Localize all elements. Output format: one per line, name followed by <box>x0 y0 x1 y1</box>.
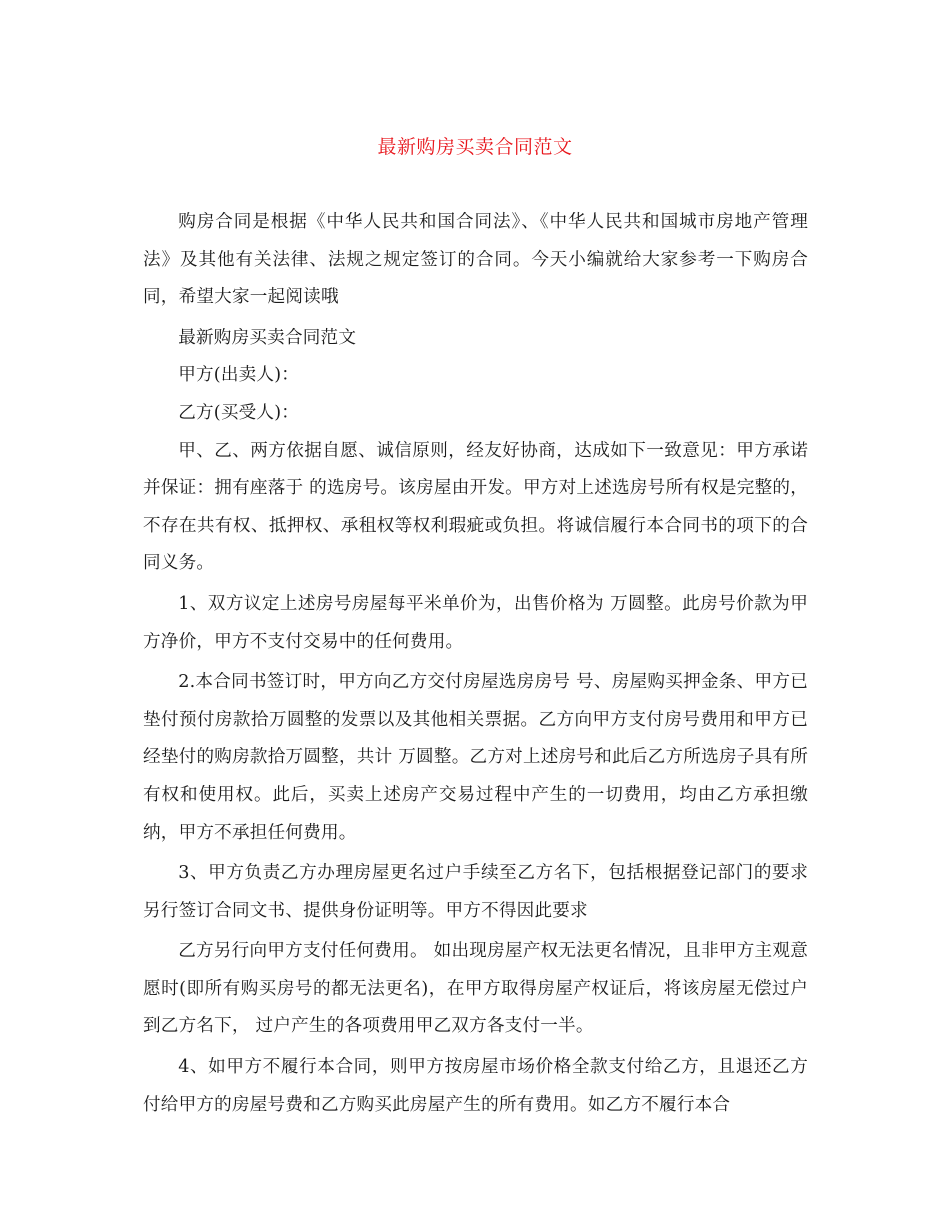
paragraph-party-b: 乙方(买受人)： <box>178 402 300 423</box>
document-body <box>143 204 808 1127</box>
paragraph-intro: 购房合同是根据《中华人民共和国合同法》、《中华人民共和国城市房地产管理法》及其他有关法律、法规之规定签订的合同。今天小编就给大家参考一下购房合同，希望大家一起阅读哦 <box>143 212 808 308</box>
paragraph-clause-3: 3、甲方负责乙方办理房屋更名过户手续至乙方名下，包括根据登记部门的要求另行签订合同文书、提供身份证明等。甲方不得因此要求 <box>143 863 808 921</box>
paragraph-clause-2: 2.本合同书签订时，甲方向乙方交付房屋选房房号 号、房屋购买押金条、甲方已垫付预付房款拾万圆整的发票以及其他相关票据。乙方向甲方支付房号费用和甲方已经垫付的购房款拾万圆整，共计 万圆整。乙方对上述房号和此后乙方所选房子具有所有权和使用权。此后，买卖上述房产交易过程中产生的一切费用，均由乙方承担缴纳，甲方不承担任何费用。 <box>143 672 808 843</box>
paragraph-agreement: 甲、乙、两方依据自愿、诚信原则，经友好协商，达成如下一致意见：甲方承诺并保证：拥有座落于 的选房号。该房屋由开发。甲方对上述选房号所有权是完整的，不存在共有权、抵押权、承租权等权利瑕疵或负担。将诚信履行本合同书的项下的合同义务。 <box>143 440 808 574</box>
document-title: 最新购房买卖合同范文 <box>377 136 573 158</box>
paragraph-clause-1: 1、双方议定上述房号房屋每平米单价为，出售价格为 万圆整。此房号价款为甲方净价，甲方不支付交易中的任何费用。 <box>143 593 808 652</box>
paragraph-clause-3-continued: 乙方另行向甲方支付任何费用。 如出现房屋产权无法更名情况，且非甲方主观意愿时(即所有购买房号的都无法更名)，在甲方取得房屋产权证后，将该房屋无偿过户到乙方名下， 过户产生的各项费用甲乙双方各支付一半。 <box>143 941 808 1037</box>
paragraph-party-a: 甲方(出卖人)： <box>178 365 300 386</box>
paragraph-subtitle: 最新购房买卖合同范文 <box>178 327 357 348</box>
paragraph-clause-4: 4、如甲方不履行本合同，则甲方按房屋市场价格全款支付给乙方，且退还乙方付给甲方的房屋号费和乙方购买此房屋产生的所有费用。如乙方不履行本合 <box>143 1057 808 1115</box>
